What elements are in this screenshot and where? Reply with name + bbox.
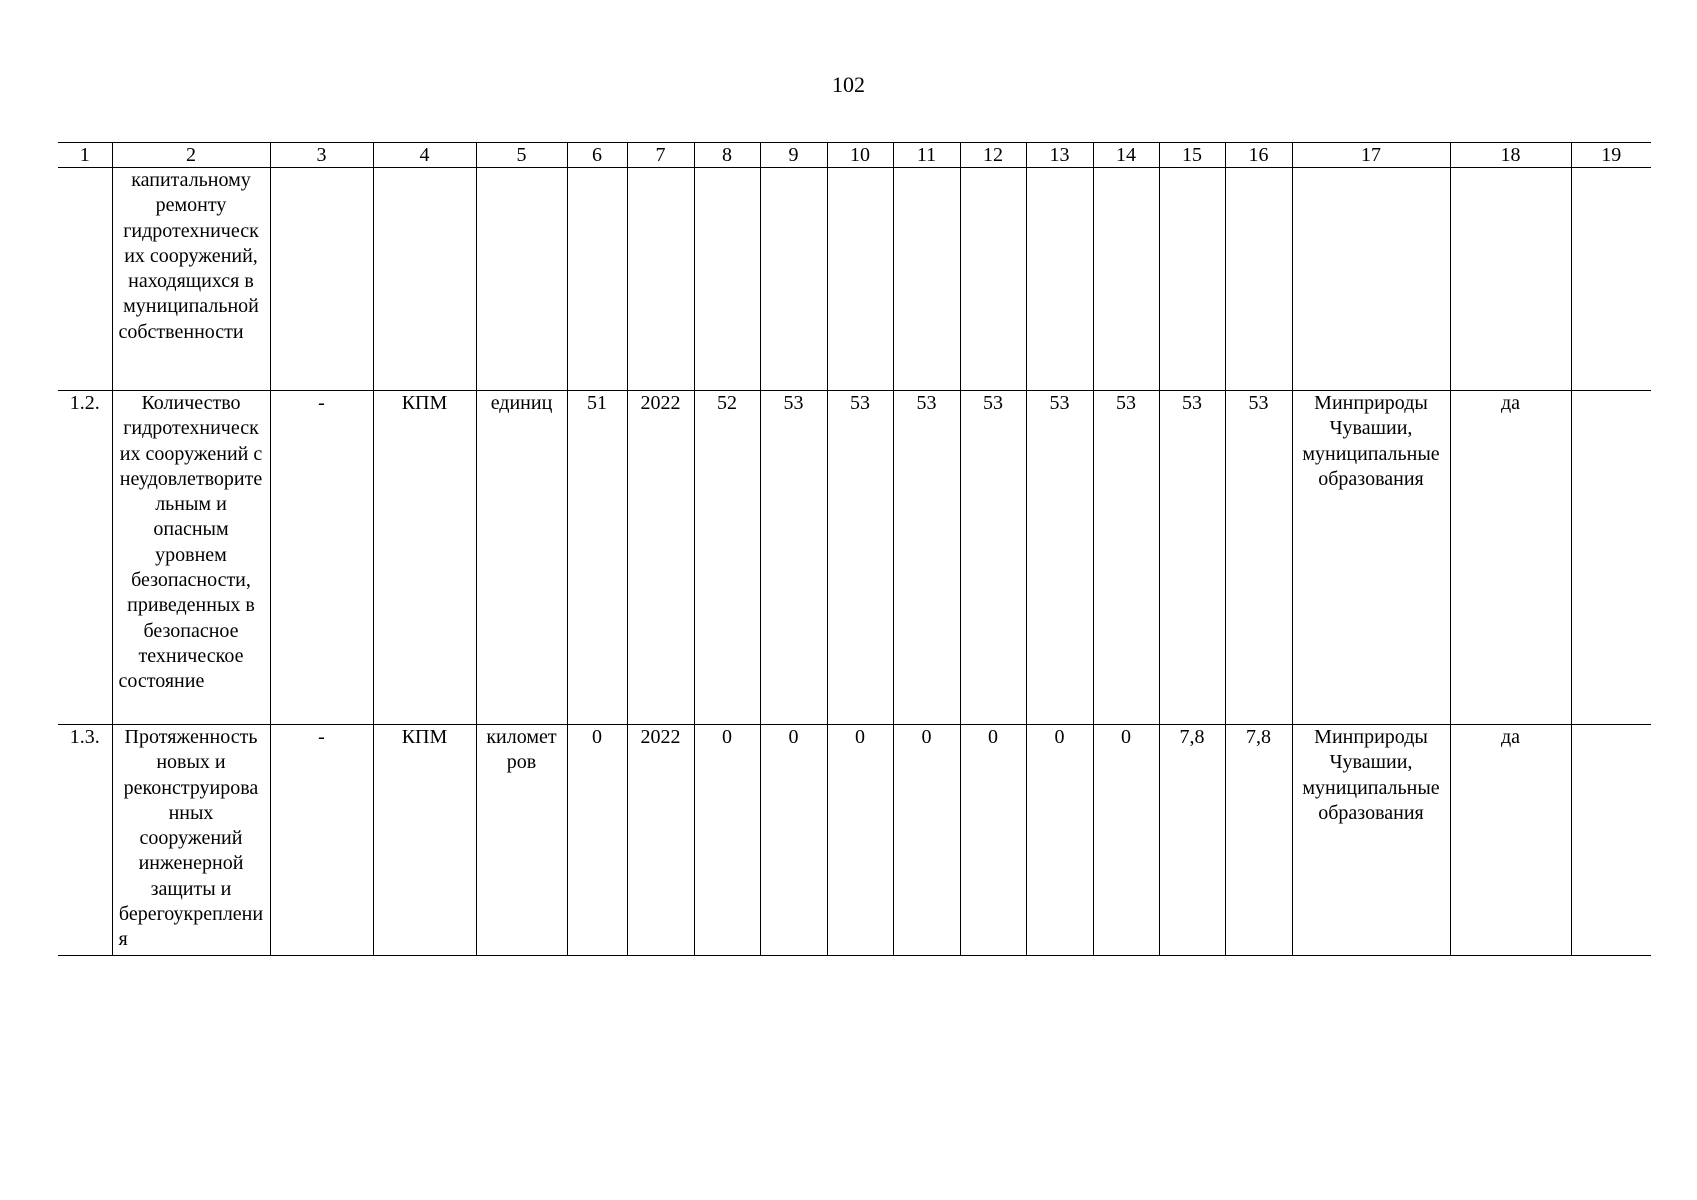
table-cell-col-3: - (270, 725, 373, 956)
table-cell-col-1: 1.2. (58, 391, 112, 725)
column-header: 19 (1571, 143, 1651, 168)
header-row (58, 143, 1651, 168)
table-cell-col-13: 53 (1026, 391, 1093, 725)
table-cell-col-12 (960, 168, 1026, 391)
table-cell-col-6 (567, 168, 627, 391)
table-cell-col-5: километров (476, 725, 567, 956)
column-header: 17 (1292, 143, 1450, 168)
column-header: 16 (1225, 143, 1292, 168)
table-cell-col-6: 51 (567, 391, 627, 725)
column-header: 9 (760, 143, 827, 168)
table-row-1-2 (58, 391, 1651, 725)
table-cell-col-11: 53 (893, 391, 960, 725)
table-cell-col-18 (1450, 168, 1571, 391)
table-cell-col-17 (1292, 168, 1450, 391)
column-header: 11 (893, 143, 960, 168)
table-cell-col-15: 7,8 (1159, 725, 1225, 956)
table-cell-col-3: - (270, 391, 373, 725)
table-cell-col-2: Протяженность новых и реконструированных сооружений инженерной защиты и берегоукрепления (112, 725, 270, 956)
column-header: 4 (373, 143, 476, 168)
indicators-table (58, 142, 1651, 956)
table-cell-col-5: единиц (476, 391, 567, 725)
table-cell-col-18: да (1450, 725, 1571, 956)
column-header: 7 (627, 143, 694, 168)
table-cell-col-9 (760, 168, 827, 391)
column-header: 18 (1450, 143, 1571, 168)
page-number: 102 (832, 72, 865, 97)
table-cell-col-4 (373, 168, 476, 391)
table-cell-col-7: 2022 (627, 391, 694, 725)
table-cell-col-10: 53 (827, 391, 893, 725)
column-header: 8 (694, 143, 760, 168)
table-cell-col-6: 0 (567, 725, 627, 956)
table-cell-col-13: 0 (1026, 725, 1093, 956)
table-cell-col-13 (1026, 168, 1093, 391)
table-cell-col-15 (1159, 168, 1225, 391)
table-cell-col-18: да (1450, 391, 1571, 725)
table-cell-col-14 (1093, 168, 1159, 391)
table-cell-col-2: Количество гидротехнических сооружений с неудовлетворительным и опасным уровнем безопасности, приведенных в безопасное техническое состояние (112, 391, 270, 725)
table-cell-col-9: 53 (760, 391, 827, 725)
table-cell-col-19 (1571, 391, 1651, 725)
table-cell-col-7 (627, 168, 694, 391)
table-cell-col-12: 53 (960, 391, 1026, 725)
table-cell-col-16: 7,8 (1225, 725, 1292, 956)
column-header: 5 (476, 143, 567, 168)
table-cell-col-2: капитальному ремонту гидротехнических сооружений, находящихся в муниципальной собственности (112, 168, 270, 391)
table-cell-col-12: 0 (960, 725, 1026, 956)
table-cell-col-14: 0 (1093, 725, 1159, 956)
table-cell-col-1 (58, 168, 112, 391)
table-cell-col-3 (270, 168, 373, 391)
table-cell-col-1: 1.3. (58, 725, 112, 956)
table-cell-col-9: 0 (760, 725, 827, 956)
column-header: 13 (1026, 143, 1093, 168)
table-cell-col-5 (476, 168, 567, 391)
table-cell-col-15: 53 (1159, 391, 1225, 725)
table-cell-col-17: Минприроды Чувашии, муниципальные образования (1292, 725, 1450, 956)
table-cell-col-8: 52 (694, 391, 760, 725)
table-cell-col-10 (827, 168, 893, 391)
column-header: 3 (270, 143, 373, 168)
table-cell-col-4: КПМ (373, 391, 476, 725)
column-header: 14 (1093, 143, 1159, 168)
table-row-continuation (58, 168, 1651, 391)
table-cell-col-16 (1225, 168, 1292, 391)
table-cell-col-19 (1571, 168, 1651, 391)
table-cell-col-8 (694, 168, 760, 391)
table-cell-col-11 (893, 168, 960, 391)
column-header: 10 (827, 143, 893, 168)
table-cell-col-10: 0 (827, 725, 893, 956)
table-row-1-3 (58, 725, 1651, 956)
column-header: 12 (960, 143, 1026, 168)
table-cell-col-11: 0 (893, 725, 960, 956)
table-cell-col-8: 0 (694, 725, 760, 956)
column-header: 1 (58, 143, 112, 168)
table-cell-col-7: 2022 (627, 725, 694, 956)
table-cell-col-4: КПМ (373, 725, 476, 956)
column-header: 2 (112, 143, 270, 168)
table-cell-col-17: Минприроды Чувашии, муниципальные образования (1292, 391, 1450, 725)
table-cell-col-19 (1571, 725, 1651, 956)
column-header: 15 (1159, 143, 1225, 168)
table-cell-col-14: 53 (1093, 391, 1159, 725)
column-header: 6 (567, 143, 627, 168)
table-cell-col-16: 53 (1225, 391, 1292, 725)
